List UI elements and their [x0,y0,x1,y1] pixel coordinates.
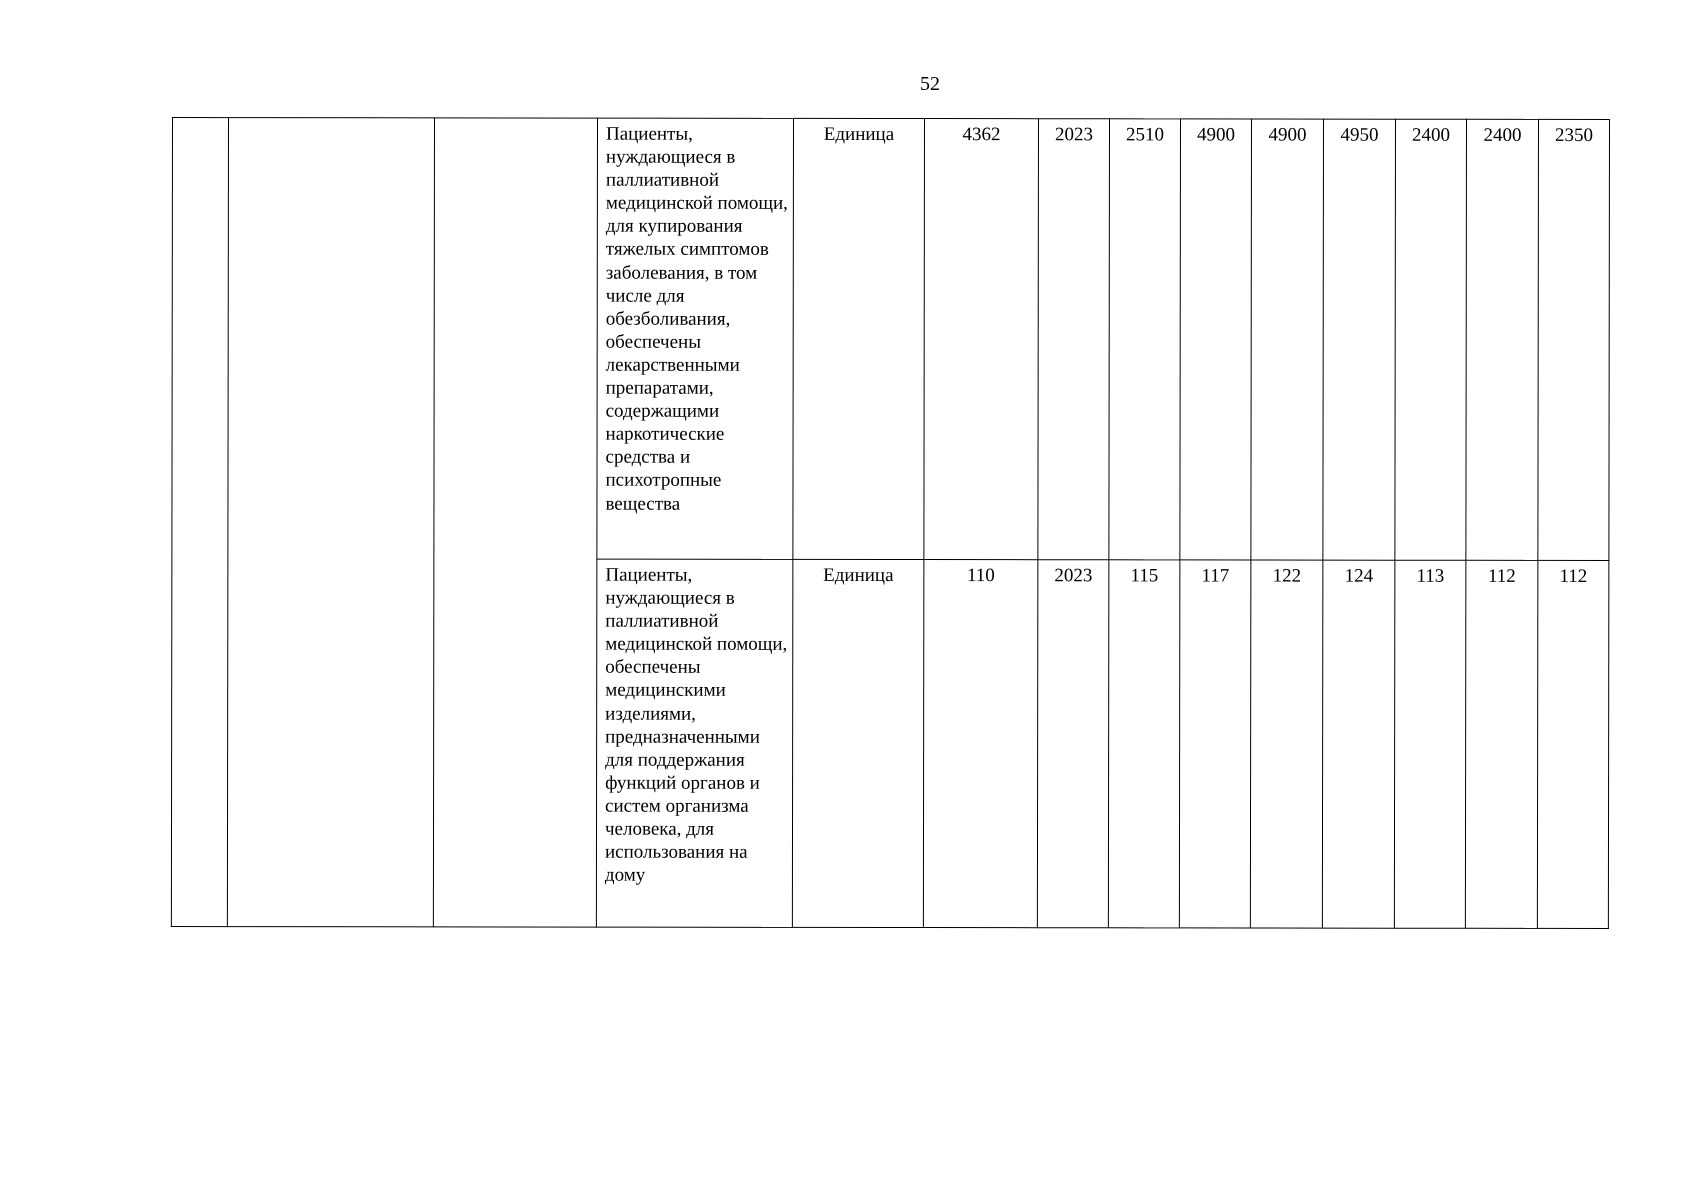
value-cell: 112 [1465,560,1538,928]
base-year: 2023 [1038,119,1110,560]
value-cell: 117 [1179,560,1251,928]
indicators-table [171,117,1610,929]
cell-goal-empty [433,118,597,927]
indicator-description: Пациенты, нуждающиеся в паллиативной медицинской помощи, для купирования тяжелых симптомов заболевания, в том числе для обезболивания, обеспечены лекарственными препаратами, содержащими наркотические средства и психотропные вещества [597,118,794,559]
value-cell: 2350 [1538,119,1610,560]
unit-of-measure: Единица [793,118,925,559]
table-row [172,118,1610,561]
value-cell: 112 [1537,560,1609,928]
value-cell: 2400 [1395,119,1467,560]
value-cell: 124 [1322,560,1395,928]
value-cell: 113 [1394,560,1466,928]
cell-index-empty [171,118,228,927]
base-year: 2023 [1037,560,1109,928]
unit-of-measure: Единица [792,559,924,927]
cell-task-empty [227,118,434,927]
value-cell: 2400 [1466,119,1539,560]
value-cell: 122 [1250,560,1323,928]
value-cell: 4900 [1251,119,1324,560]
value-cell: 2510 [1109,119,1181,560]
value-cell: 115 [1108,560,1180,928]
value-cell: 4900 [1180,119,1252,560]
indicator-description: Пациенты, нуждающиеся в паллиативной медицинской помощи, обеспечены медицинскими изделиями, предназначенными для поддержания функций органов и систем организма человека, для использования на дому [596,559,793,927]
base-value: 110 [923,560,1038,928]
value-cell: 4950 [1323,119,1396,560]
page-number: 52 [920,73,940,95]
base-value: 4362 [924,119,1039,560]
